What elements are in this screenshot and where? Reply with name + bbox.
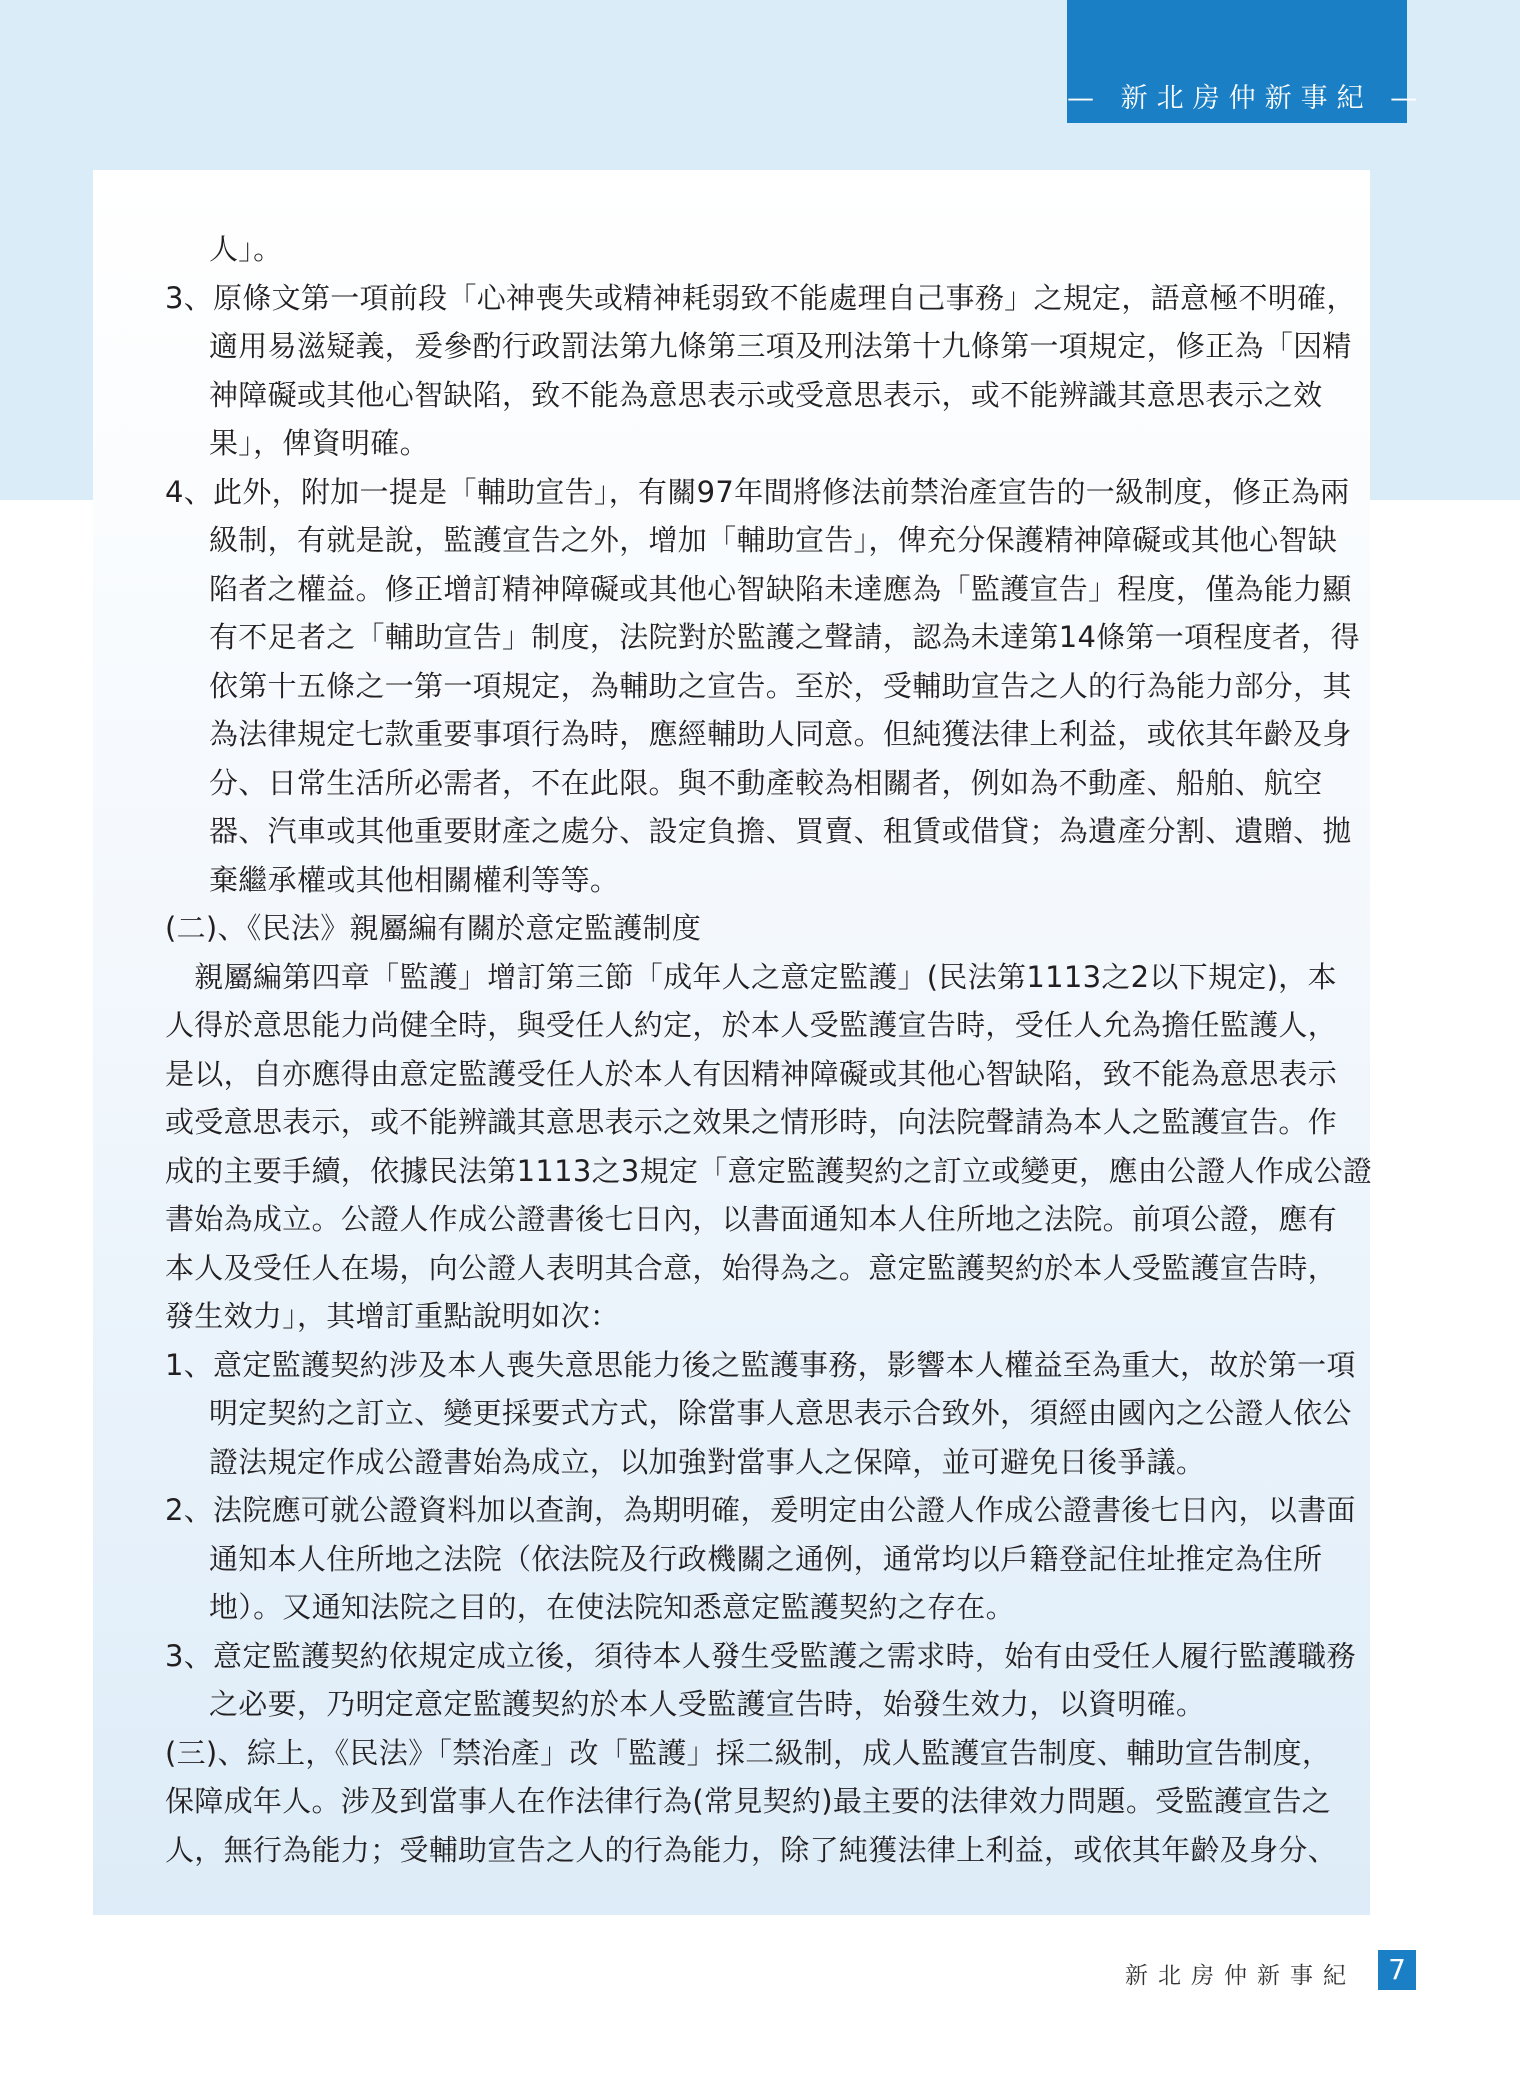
body-line: 為法律規定七款重要事項行為時，應經輔助人同意。但純獲法律上利益，或依其年齡及身: [209, 717, 1352, 751]
body-line: 分、日常生活所必需者，不在此限。與不動產較為相關者，例如為不動產、船舶、航空: [209, 765, 1323, 800]
body-line: 棄繼承權或其他相關權利等等。: [209, 862, 620, 897]
body-line: 保障成年人。涉及到當事人在作法律行為(常見契約)最主要的法律效力問題。受監護宣告之: [165, 1784, 1331, 1818]
body-line: 1、意定監護契約涉及本人喪失意思能力後之監護事務，影響本人權益至為重大，故於第一項: [165, 1347, 1356, 1382]
section-heading: (三)、綜上，《民法》「禁治產」改「監護」採二級制，成人監護宣告制度、輔助宣告制度，: [165, 1735, 1332, 1770]
body-line: 神障礙或其他心智缺陷，致不能為意思表示或受意思表示，或不能辨識其意思表示之效: [209, 377, 1323, 412]
body-line: 親屬編第四章「監護」增訂第三節「成年人之意定監護」(民法第1113之2以下規定)，本: [165, 959, 1337, 994]
body-line: 器、汽車或其他重要財產之處分、設定負擔、買賣、租賃或借貸；為遺產分割、遺贈、拋: [209, 814, 1352, 848]
body-line: 證法規定作成公證書始為成立，以加強對當事人之保障，並可避免日後爭議。: [209, 1444, 1206, 1479]
body-line: 果」，俾資明確。: [209, 426, 429, 460]
header-tab: [1067, 0, 1427, 123]
page-number: 7: [1378, 1950, 1416, 1990]
body-line: 通知本人住所地之法院（依法院及行政機關之通例，通常均以戶籍登記住址推定為住所: [209, 1541, 1323, 1576]
body-line: 人得於意思能力尚健全時，與受任人約定，於本人受監護宣告時，受任人允為擔任監護人，: [165, 1008, 1338, 1042]
header-title: — 新北房仲新事紀 —: [1067, 83, 1427, 114]
body-line: 3、原條文第一項前段「心神喪失或精神耗弱致不能處理自己事務」之規定，語意極不明確，: [165, 280, 1356, 315]
body-line: 是以，自亦應得由意定監護受任人於本人有因精神障礙或其他心智缺陷，致不能為意思表示: [165, 1056, 1338, 1091]
body-line: 依第十五條之一第一項規定，為輔助之宣告。至於，受輔助宣告之人的行為能力部分，其: [209, 668, 1352, 703]
body-line: 地）。又通知法院之目的，在使法院知悉意定監護契約之存在。: [209, 1590, 1015, 1624]
body-line: 本人及受任人在場，向公證人表明其合意，始得為之。意定監護契約於本人受監護宣告時，: [165, 1250, 1338, 1285]
body-line: 人，無行為能力；受輔助宣告之人的行為能力，除了純獲法律上利益，或依其年齡及身分、: [165, 1832, 1338, 1867]
body-line: 2、法院應可就公證資料加以查詢，為期明確，爰明定由公證人作成公證書後七日內，以書面: [165, 1493, 1356, 1527]
body-line: 人」。: [209, 232, 283, 266]
body-line: 或受意思表示，或不能辨識其意思表示之效果之情形時，向法院聲請為本人之監護宣告。作: [165, 1105, 1338, 1139]
body-line: 有不足者之「輔助宣告」制度，法院對於監護之聲請，認為未達第14條第一項程度者，得: [209, 620, 1360, 654]
body-line: 陷者之權益。修正增訂精神障礙或其他心智缺陷未達應為「監護宣告」程度，僅為能力顯: [209, 571, 1352, 606]
article-body: [165, 225, 1373, 1874]
body-line: 成的主要手續，依據民法第1113之3規定「意定監護契約之訂立或變更，應由公證人作成公證: [165, 1153, 1373, 1188]
body-line: 級制，有就是說，監護宣告之外，增加「輔助宣告」，俾充分保護精神障礙或其他心智缺: [209, 523, 1338, 557]
body-line: 書始為成立。公證人作成公證書後七日內，以書面通知本人住所地之法院。前項公證，應有: [165, 1202, 1338, 1236]
body-line: 明定契約之訂立、變更採要式方式，除當事人意思表示合致外，須經由國內之公證人依公: [209, 1396, 1352, 1430]
body-line: 發生效力」，其增訂重點說明如次：: [165, 1299, 620, 1333]
footer-title: 新北房仲新事紀: [1125, 1963, 1356, 1989]
body-line: 4、此外，附加一提是「輔助宣告」，有關97年間將修法前禁治產宣告的一級制度，修正為兩: [165, 474, 1350, 509]
body-line: 之必要，乃明定意定監護契約於本人受監護宣告時，始發生效力，以資明確。: [209, 1687, 1206, 1721]
section-heading: (二)、《民法》親屬編有關於意定監護制度: [165, 911, 702, 945]
body-line: 適用易滋疑義，爰參酌行政罰法第九條第三項及刑法第十九條第一項規定，修正為「因精: [209, 329, 1352, 363]
body-line: 3、意定監護契約依規定成立後，須待本人發生受監護之需求時，始有由受任人履行監護職務: [165, 1638, 1356, 1673]
